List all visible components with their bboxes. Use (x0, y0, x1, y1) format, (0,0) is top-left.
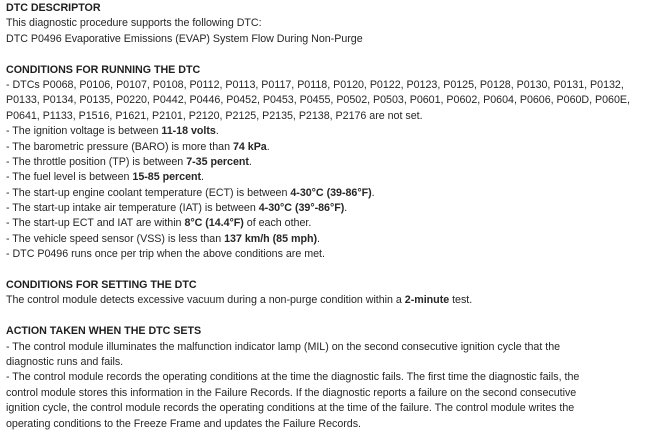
action-line: - The control module illuminates the malfunction indicator lamp (MIL) on the second consecutive ignition cycle that the (6, 340, 561, 353)
condition-text: - The vehicle speed sensor (VSS) is less than (6, 232, 225, 245)
setting-value: 2-minute (404, 294, 450, 307)
condition-item (6, 155, 650, 170)
action-line: control module stores this information in the Failure Records. If the diagnostic reports a failure on the second consecutive (6, 386, 577, 399)
action-line: ignition cycle, the control module records the operating conditions at the time of the failure. The control module writes the (6, 402, 575, 415)
condition-value: 4-30°C (39-86°F) (290, 186, 372, 199)
condition-text: - The ignition voltage is between (6, 125, 162, 138)
condition-item (6, 170, 650, 185)
condition-item (6, 232, 650, 247)
condition-suffix: . (215, 125, 219, 138)
action-line: diagnostic runs and fails. (6, 355, 124, 368)
action-line: operating conditions to the Freeze Frame and updates the Failure Records. (6, 417, 361, 430)
condition-value: 15-85 percent (132, 171, 202, 184)
condition-item (6, 186, 650, 201)
action-line: - The control module records the operating conditions at the time the diagnostic fails. The first time the diagnostic fails, the (6, 371, 580, 384)
condition-item (6, 216, 650, 231)
condition-text: - The barometric pressure (BARO) is more than (6, 140, 233, 153)
setting-post: test. (449, 294, 473, 307)
spacer (6, 309, 650, 324)
condition-item (6, 140, 650, 155)
dtc-list-line: P0641, P1133, P1516, P1621, P2101, P2120, P2125, P2135, P2138, P2176 are not set. (6, 109, 423, 122)
condition-item (6, 201, 650, 216)
descriptor-text: This diagnostic procedure supports the following DTC: (6, 17, 262, 30)
descriptor-heading: DTC DESCRIPTOR (6, 2, 101, 14)
spacer (6, 47, 650, 62)
condition-text: - The start-up ECT and IAT are within (6, 217, 185, 230)
condition-text: - The fuel level is between (6, 171, 133, 184)
spacer (6, 263, 650, 278)
condition-suffix: . (317, 232, 320, 245)
condition-item (6, 247, 650, 262)
condition-suffix: of each other. (243, 217, 312, 230)
condition-value: 74 kPa (232, 140, 267, 153)
condition-value: 11-18 volts (161, 125, 216, 138)
dtc-list-line: - DTCs P0068, P0106, P0107, P0108, P0112, P0113, P0117, P0118, P0120, P0122, P0123, P0125, P0128, P0130, P0131, P0132, (6, 78, 624, 91)
running-heading: CONDITIONS FOR RUNNING THE DTC (6, 63, 201, 76)
descriptor-dtc: DTC P0496 Evaporative Emissions (EVAP) System Flow During Non-Purge (6, 32, 363, 45)
setting-text (6, 293, 650, 308)
setting-heading: CONDITIONS FOR SETTING THE DTC (6, 279, 197, 292)
condition-text: - The throttle position (TP) is between (6, 155, 187, 168)
condition-text: - The start-up engine coolant temperature (ECT) is between (6, 186, 291, 199)
condition-value: 137 km/h (85 mph) (224, 232, 318, 245)
condition-text: - The start-up intake air temperature (IAT) is between (6, 202, 259, 215)
action-heading: ACTION TAKEN WHEN THE DTC SETS (6, 325, 202, 338)
condition-suffix: . (248, 155, 252, 168)
setting-pre: The control module detects excessive vacuum during a non-purge condition within a (6, 294, 405, 307)
condition-value: 4-30°C (39°-86°F) (258, 202, 345, 215)
condition-suffix: . (344, 202, 348, 215)
condition-text: - DTC P0496 runs once per trip when the above conditions are met. (6, 248, 325, 261)
condition-suffix: . (201, 171, 204, 184)
condition-suffix: . (371, 186, 375, 199)
condition-suffix: . (266, 140, 270, 153)
condition-value: 7-35 percent (186, 155, 249, 168)
dtc-list-line: P0133, P0134, P0135, P0220, P0442, P0446, P0452, P0453, P0455, P0502, P0503, P0601, P0602, P0604, P0606, P060D, P060E, (6, 94, 630, 107)
condition-item (6, 124, 650, 139)
condition-value: 8°C (14.4°F) (184, 217, 244, 230)
